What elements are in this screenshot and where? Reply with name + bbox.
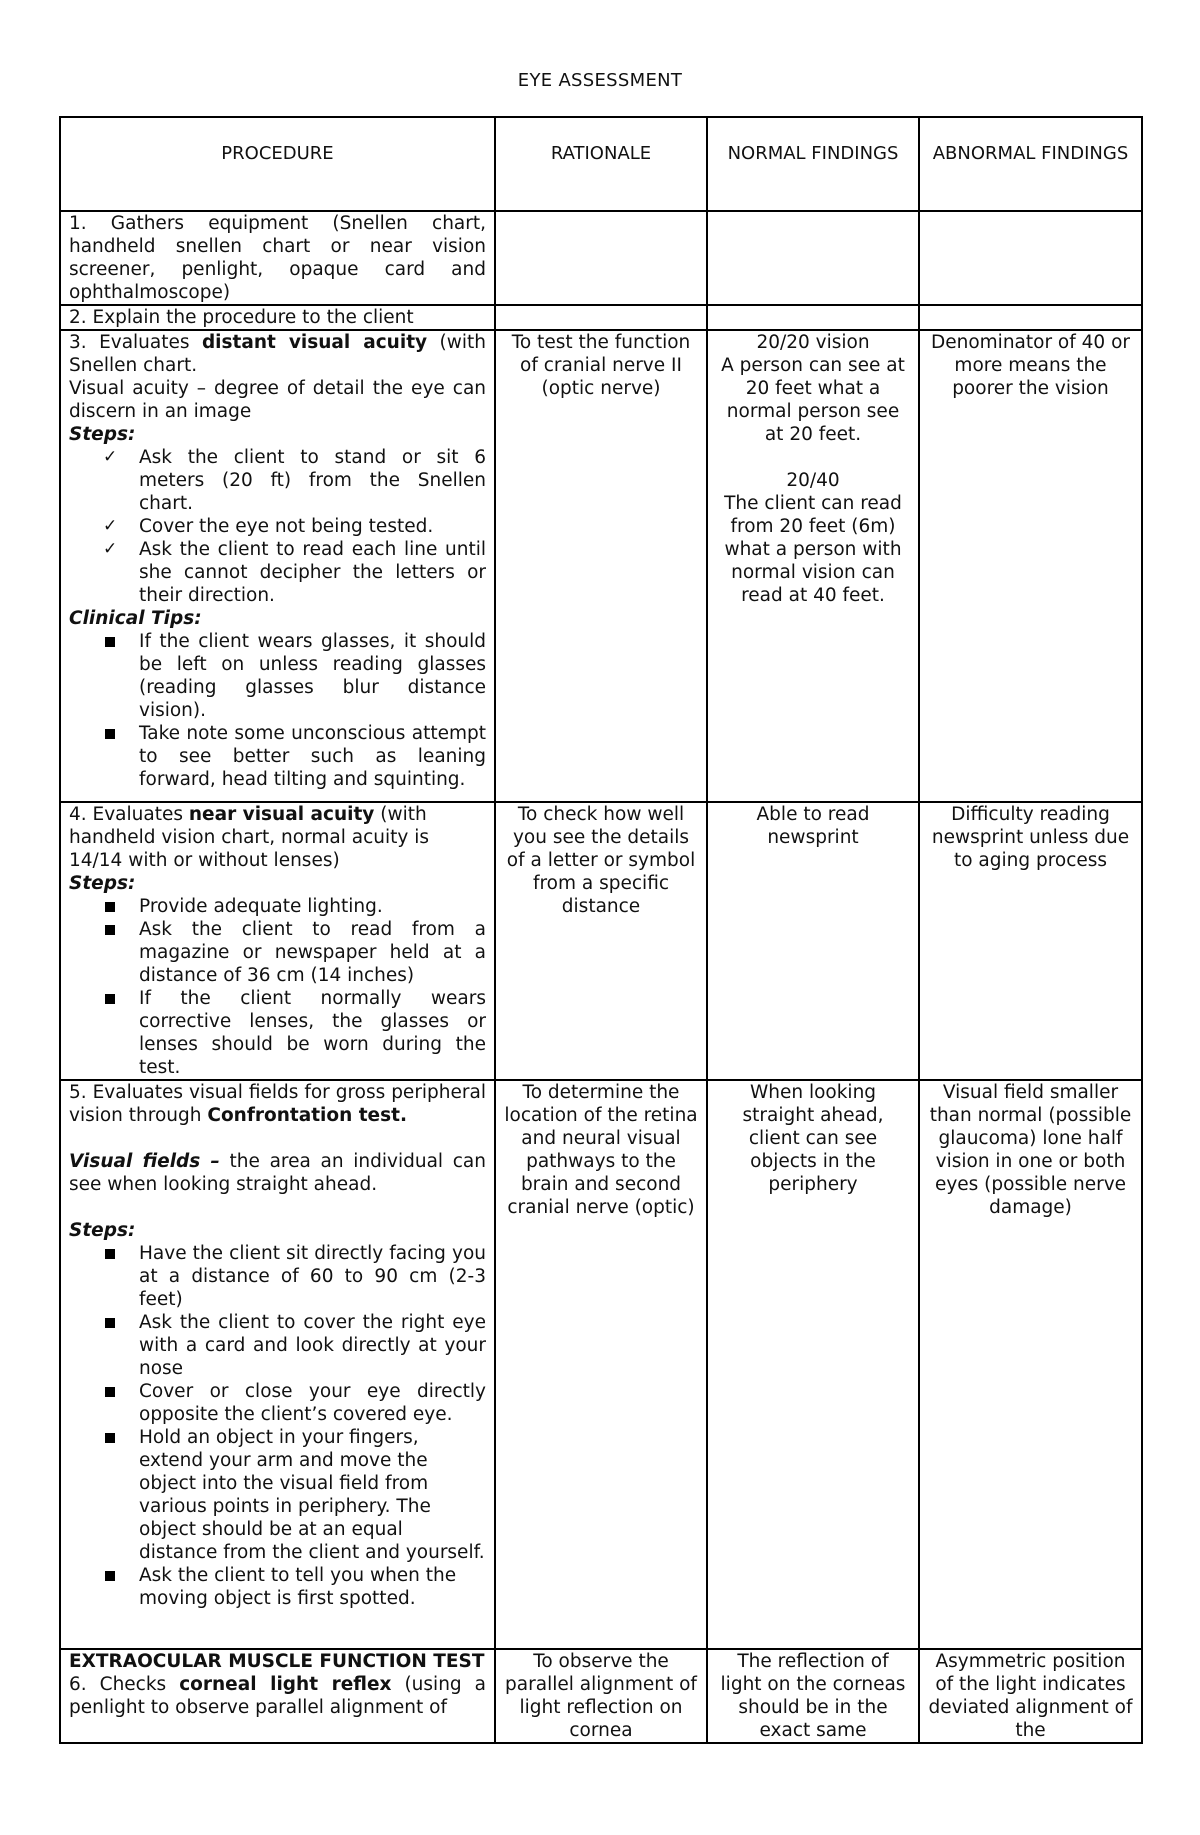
steps-label: Steps: [69,873,136,894]
procedure-cell [60,1080,495,1649]
table-row [60,305,1142,330]
square-bullet-icon [105,1318,115,1328]
definition-text: Visual acuity – degree of detail the eye can discern in an image [69,378,486,422]
rationale-cell: To determine the location of the retina and neural visual pathways to the brain and second cranial nerve (optic) [495,1080,707,1649]
table-row [60,1080,1142,1649]
list-item: ✓ Ask the client to stand or sit 6 meters (20 ft) from the Snellen chart. [103,447,486,514]
tips-list [69,630,486,791]
square-bullet-icon [105,1571,115,1581]
list-item: Ask the client to read from a magazine or newspaper held at a distance of 36 cm (14 inches) [69,918,486,987]
checkmark-icon: ✓ [103,447,118,467]
procedure-heading: 3. Evaluates distant visual acuity (with Snellen chart. [69,332,486,376]
checkmark-icon: ✓ [103,539,118,559]
rationale-cell [495,211,707,305]
abnormal-cell: Visual field smaller than normal (possible glaucoma) lone half vision in one or both eyes (possible nerve damage) [919,1080,1142,1649]
definition-text: Visual fields – the area an individual can see when looking straight ahead. [69,1151,486,1195]
procedure-cell [60,802,495,1080]
list-item: ✓ Ask the client to read each line until she cannot decipher the letters or their direction. [103,539,486,606]
list-item: Ask the client to tell you when the moving object is first spotted. [69,1564,486,1610]
square-bullet-icon [105,729,115,739]
checkmark-icon: ✓ [103,516,118,536]
page-title: EYE ASSESSMENT [517,70,683,91]
normal-text: The client can read from 20 feet (6m) what a person with normal vision can read at 40 feet. [724,493,902,606]
normal-text: 20/20 vision [756,332,870,353]
procedure-cell: 1. Gathers equipment (Snellen chart, handheld snellen chart or near vision screener, penlight, opaque card and ophthalmoscope) [60,211,495,305]
abnormal-cell: Denominator of 40 or more means the poorer the vision [919,330,1142,802]
square-bullet-icon [105,1433,115,1443]
normal-cell [707,330,919,802]
abnormal-cell [919,305,1142,330]
table-row [60,211,1142,305]
procedure-cell [60,1649,495,1743]
header-rationale: RATIONALE [495,117,707,211]
normal-cell: Able to read newsprint [707,802,919,1080]
square-bullet-icon [105,1249,115,1259]
procedure-cell: 2. Explain the procedure to the client [60,305,495,330]
square-bullet-icon [105,994,115,1004]
section-heading: EXTRAOCULAR MUSCLE FUNCTION TEST [69,1651,485,1672]
abnormal-cell [919,211,1142,305]
list-item: ✓ Cover the eye not being tested. [103,516,434,537]
list-item: Have the client sit directly facing you at a distance of 60 to 90 cm (2-3 feet) [69,1242,486,1311]
table-header-row [60,117,1142,211]
eye-assessment-table [59,116,1143,1744]
tips-label: Clinical Tips: [69,608,202,629]
steps-list [69,895,486,1079]
normal-cell [707,211,919,305]
list-item: Take note some unconscious attempt to see better such as leaning forward, head tilting and squinting. [69,722,486,791]
list-item: Provide adequate lighting. [69,895,486,918]
normal-cell: The reflection of light on the corneas should be in the exact same [707,1649,919,1743]
steps-label: Steps: [69,424,136,445]
procedure-heading: 6. Checks corneal light reflex (using a penlight to observe parallel alignment of [69,1674,486,1718]
square-bullet-icon [105,1387,115,1397]
normal-text: 20/40 [786,470,840,491]
normal-cell: When looking straight ahead, client can see objects in the periphery [707,1080,919,1649]
list-item: Hold an object in your fingers, extend your arm and move the object into the visual field from various points in periphery. The object should be at an equal distance from the client and yourself. [69,1426,486,1564]
procedure-cell [60,330,495,802]
steps-list [69,1242,486,1610]
abnormal-cell: Difficulty reading newsprint unless due to aging process [919,802,1142,1080]
table-row [60,802,1142,1080]
steps-label: Steps: [69,1220,136,1241]
steps-list [69,446,486,607]
procedure-heading: 4. Evaluates near visual acuity (with handheld vision chart, normal acuity is 14/14 with or without lenses) [69,804,429,871]
header-abnormal-findings: ABNORMAL FINDINGS [919,117,1142,211]
list-item: If the client wears glasses, it should be left on unless reading glasses (reading glasses blur distance vision). [69,630,486,722]
list-item: Ask the client to cover the right eye with a card and look directly at your nose [69,1311,486,1380]
list-item: If the client normally wears corrective lenses, the glasses or lenses should be worn during the test. [69,987,486,1079]
square-bullet-icon [105,902,115,912]
square-bullet-icon [105,925,115,935]
list-item: Cover or close your eye directly opposite the client’s covered eye. [69,1380,486,1426]
normal-cell [707,305,919,330]
header-normal-findings: NORMAL FINDINGS [707,117,919,211]
table-row [60,1649,1142,1743]
rationale-cell: To observe the parallel alignment of light reflection on cornea [495,1649,707,1743]
rationale-cell: To check how well you see the details of a letter or symbol from a specific distance [495,802,707,1080]
square-bullet-icon [105,637,115,647]
table-row [60,330,1142,802]
header-procedure: PROCEDURE [60,117,495,211]
normal-text: A person can see at 20 feet what a normal person see at 20 feet. [721,355,905,445]
rationale-cell: To test the function of cranial nerve II (optic nerve) [495,330,707,802]
rationale-cell [495,305,707,330]
abnormal-cell: Asymmetric position of the light indicates deviated alignment of the [919,1649,1142,1743]
procedure-heading: 5. Evaluates visual fields for gross peripheral vision through Confrontation test. [69,1082,486,1126]
